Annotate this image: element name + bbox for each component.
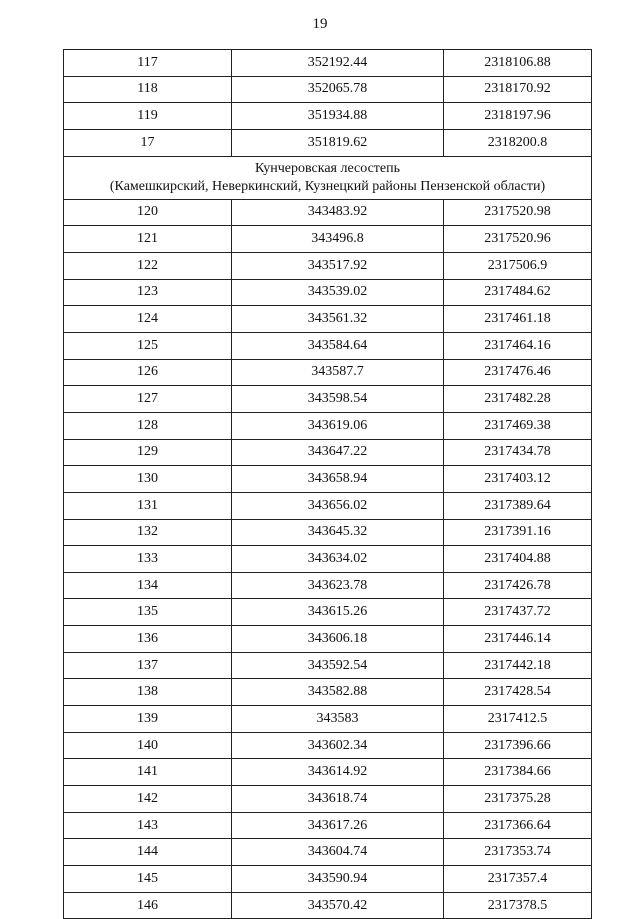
y-coordinate-cell: 2317520.96 — [444, 226, 592, 253]
table-row — [64, 572, 592, 599]
x-coordinate-cell: 343483.92 — [232, 199, 444, 226]
x-coordinate-cell: 343614.92 — [232, 759, 444, 786]
section-cell — [64, 156, 592, 199]
point-number-cell: 124 — [64, 306, 232, 333]
y-coordinate-cell: 2317482.28 — [444, 386, 592, 413]
point-number-cell: 131 — [64, 492, 232, 519]
x-coordinate-cell: 343656.02 — [232, 492, 444, 519]
table-row — [64, 439, 592, 466]
point-number-cell: 143 — [64, 812, 232, 839]
point-number-cell: 138 — [64, 679, 232, 706]
y-coordinate-cell: 2318197.96 — [444, 103, 592, 130]
point-number-cell: 132 — [64, 519, 232, 546]
x-coordinate-cell: 343517.92 — [232, 252, 444, 279]
x-coordinate-cell: 343592.54 — [232, 652, 444, 679]
table-row — [64, 50, 592, 77]
y-coordinate-cell: 2317403.12 — [444, 466, 592, 493]
y-coordinate-cell: 2317484.62 — [444, 279, 592, 306]
y-coordinate-cell: 2317437.72 — [444, 599, 592, 626]
x-coordinate-cell: 343587.7 — [232, 359, 444, 386]
table-row — [64, 332, 592, 359]
x-coordinate-cell: 343582.88 — [232, 679, 444, 706]
point-number-cell: 130 — [64, 466, 232, 493]
table-row — [64, 519, 592, 546]
table-row — [64, 279, 592, 306]
point-number-cell: 122 — [64, 252, 232, 279]
point-number-cell: 128 — [64, 412, 232, 439]
table-row — [64, 359, 592, 386]
y-coordinate-cell: 2317357.4 — [444, 866, 592, 893]
x-coordinate-cell: 351819.62 — [232, 129, 444, 156]
x-coordinate-cell: 343590.94 — [232, 866, 444, 893]
y-coordinate-cell: 2317464.16 — [444, 332, 592, 359]
y-coordinate-cell: 2318170.92 — [444, 76, 592, 103]
y-coordinate-cell: 2317520.98 — [444, 199, 592, 226]
table-row — [64, 812, 592, 839]
x-coordinate-cell: 343658.94 — [232, 466, 444, 493]
y-coordinate-cell: 2317442.18 — [444, 652, 592, 679]
point-number-cell: 17 — [64, 129, 232, 156]
y-coordinate-cell: 2317389.64 — [444, 492, 592, 519]
table-row — [64, 76, 592, 103]
section-subtitle: (Камешкирский, Неверкинский, Кузнецкий районы Пензенской области) — [109, 178, 546, 194]
y-coordinate-cell: 2317404.88 — [444, 546, 592, 573]
x-coordinate-cell: 351934.88 — [232, 103, 444, 130]
point-number-cell: 135 — [64, 599, 232, 626]
table-row — [64, 129, 592, 156]
x-coordinate-cell: 343634.02 — [232, 546, 444, 573]
table-row — [64, 103, 592, 130]
y-coordinate-cell: 2317434.78 — [444, 439, 592, 466]
point-number-cell: 125 — [64, 332, 232, 359]
table-row — [64, 626, 592, 653]
y-coordinate-cell: 2317476.46 — [444, 359, 592, 386]
point-number-cell: 142 — [64, 786, 232, 813]
point-number-cell: 145 — [64, 866, 232, 893]
y-coordinate-cell: 2318200.8 — [444, 129, 592, 156]
y-coordinate-cell: 2317378.5 — [444, 892, 592, 919]
y-coordinate-cell: 2317366.64 — [444, 812, 592, 839]
table-row — [64, 306, 592, 333]
point-number-cell: 129 — [64, 439, 232, 466]
y-coordinate-cell: 2317375.28 — [444, 786, 592, 813]
y-coordinate-cell: 2317506.9 — [444, 252, 592, 279]
table-row — [64, 466, 592, 493]
section-row — [64, 156, 592, 199]
point-number-cell: 118 — [64, 76, 232, 103]
x-coordinate-cell: 343561.32 — [232, 306, 444, 333]
table-section-header — [64, 156, 592, 199]
point-number-cell: 144 — [64, 839, 232, 866]
table-row — [64, 199, 592, 226]
x-coordinate-cell: 343539.02 — [232, 279, 444, 306]
table-row — [64, 786, 592, 813]
point-number-cell: 127 — [64, 386, 232, 413]
x-coordinate-cell: 343619.06 — [232, 412, 444, 439]
table-row — [64, 412, 592, 439]
x-coordinate-cell: 352192.44 — [232, 50, 444, 77]
table-row — [64, 866, 592, 893]
x-coordinate-cell: 343623.78 — [232, 572, 444, 599]
table-row — [64, 252, 592, 279]
x-coordinate-cell: 343647.22 — [232, 439, 444, 466]
point-number-cell: 119 — [64, 103, 232, 130]
point-number-cell: 141 — [64, 759, 232, 786]
table-body-before-section — [64, 50, 592, 157]
point-number-cell: 140 — [64, 732, 232, 759]
y-coordinate-cell: 2317391.16 — [444, 519, 592, 546]
point-number-cell: 136 — [64, 626, 232, 653]
x-coordinate-cell: 343570.42 — [232, 892, 444, 919]
point-number-cell: 117 — [64, 50, 232, 77]
x-coordinate-cell: 343584.64 — [232, 332, 444, 359]
y-coordinate-cell: 2317353.74 — [444, 839, 592, 866]
y-coordinate-cell: 2317396.66 — [444, 732, 592, 759]
y-coordinate-cell: 2317469.38 — [444, 412, 592, 439]
x-coordinate-cell: 343496.8 — [232, 226, 444, 253]
x-coordinate-cell: 343602.34 — [232, 732, 444, 759]
point-number-cell: 126 — [64, 359, 232, 386]
point-number-cell: 134 — [64, 572, 232, 599]
x-coordinate-cell: 343618.74 — [232, 786, 444, 813]
table-row — [64, 546, 592, 573]
section-title: Кунчеровская лесостепь — [254, 160, 401, 176]
table-row — [64, 759, 592, 786]
point-number-cell: 121 — [64, 226, 232, 253]
point-number-cell: 137 — [64, 652, 232, 679]
point-number-cell: 133 — [64, 546, 232, 573]
table-row — [64, 839, 592, 866]
table-row — [64, 652, 592, 679]
table-row — [64, 706, 592, 733]
x-coordinate-cell: 343617.26 — [232, 812, 444, 839]
x-coordinate-cell: 343615.26 — [232, 599, 444, 626]
y-coordinate-cell: 2317461.18 — [444, 306, 592, 333]
table-row — [64, 732, 592, 759]
table-row — [64, 892, 592, 919]
table-row — [64, 599, 592, 626]
page-number: 19 — [312, 16, 328, 32]
y-coordinate-cell: 2318106.88 — [444, 50, 592, 77]
table-body-after-section — [64, 199, 592, 919]
table-row — [64, 492, 592, 519]
x-coordinate-cell: 343598.54 — [232, 386, 444, 413]
x-coordinate-cell: 343606.18 — [232, 626, 444, 653]
x-coordinate-cell: 352065.78 — [232, 76, 444, 103]
y-coordinate-cell: 2317446.14 — [444, 626, 592, 653]
point-number-cell: 120 — [64, 199, 232, 226]
y-coordinate-cell: 2317384.66 — [444, 759, 592, 786]
y-coordinate-cell: 2317412.5 — [444, 706, 592, 733]
x-coordinate-cell: 343645.32 — [232, 519, 444, 546]
y-coordinate-cell: 2317426.78 — [444, 572, 592, 599]
x-coordinate-cell: 343583 — [232, 706, 444, 733]
table-row — [64, 226, 592, 253]
table-row — [64, 679, 592, 706]
x-coordinate-cell: 343604.74 — [232, 839, 444, 866]
table-row — [64, 386, 592, 413]
y-coordinate-cell: 2317428.54 — [444, 679, 592, 706]
coordinates-table — [63, 49, 592, 919]
point-number-cell: 123 — [64, 279, 232, 306]
point-number-cell: 146 — [64, 892, 232, 919]
point-number-cell: 139 — [64, 706, 232, 733]
